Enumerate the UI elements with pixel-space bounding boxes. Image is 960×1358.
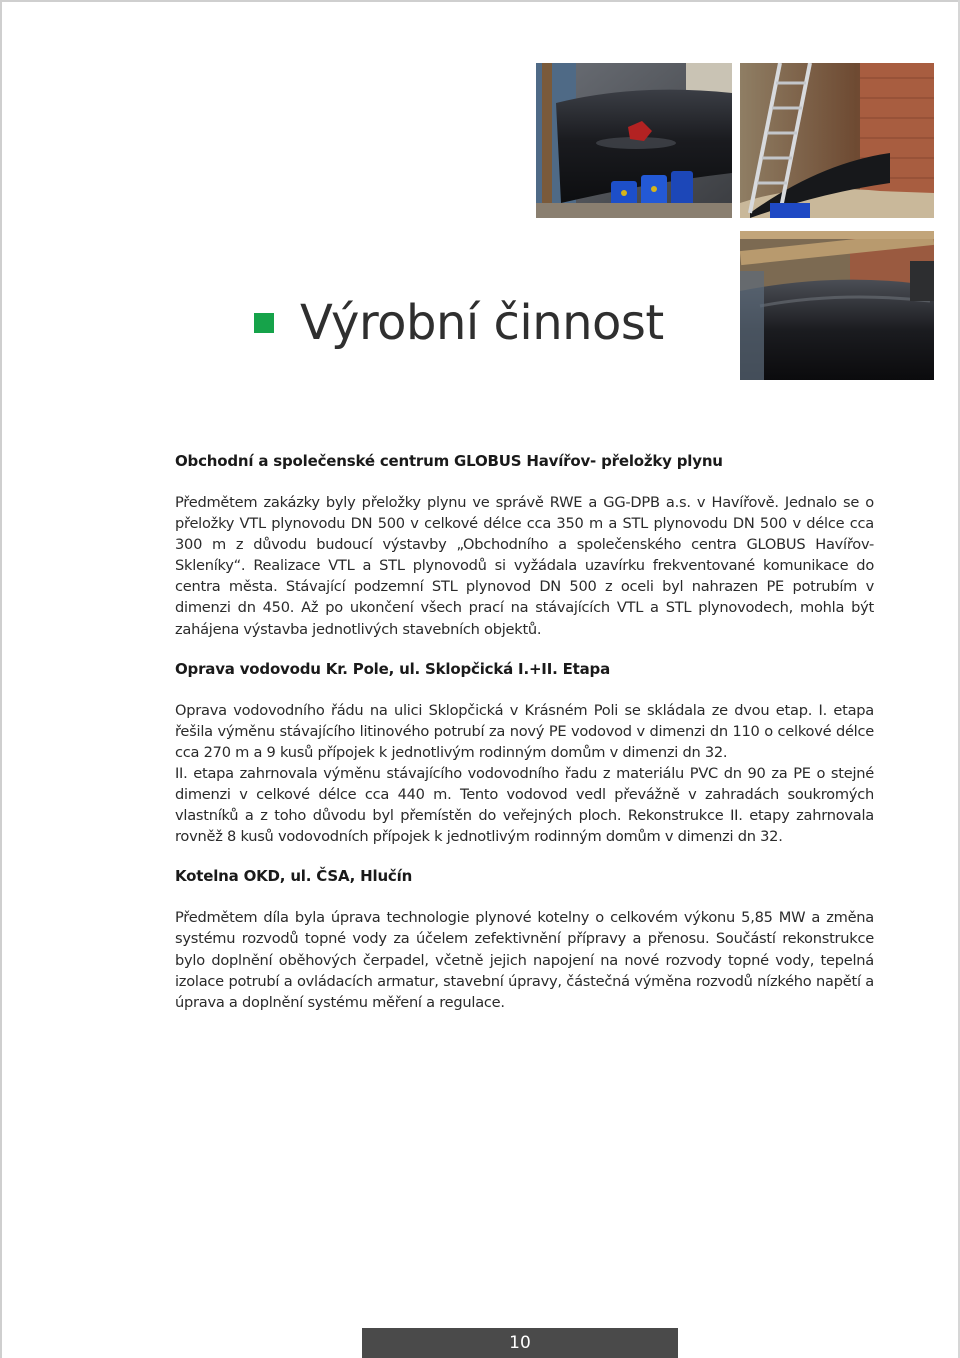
page-title: Výrobní činnost [300, 295, 664, 351]
section-body [175, 907, 874, 1012]
section-body [175, 492, 874, 640]
section-paragraph: II. etapa zahrnovala výměnu stávajícího vodovodního řadu z materiálu PVC dn 90 za PE o stejné dimenzi v celkové délce cca 440 m. Tento vodovod vedl převážně v zahradách soukromých vlastníků a z toho důvodu byl přemístěn do veřejných ploch. Rekonstrukce II. etapy zahrnovala rovněž 8 kusů vodovodních přípojek k jednotlivým rodinným domům v dimenzi dn 32. [175, 764, 874, 846]
page-title-block [254, 288, 664, 358]
page-border-left [0, 0, 2, 1358]
ladder-trench-photo [740, 63, 934, 218]
article-content [175, 452, 874, 1033]
section-body [175, 700, 874, 848]
page-footer-bar [362, 1328, 678, 1358]
section-paragraph: Předmětem díla byla úprava technologie plynové kotelny o celkovém výkonu 5,85 MW a změna systému rozvodů topné vody za účelem zefektivnění přípravy a přenosu. Součástí rekonstrukce bylo doplnění oběhových čerpadel, včetně jejich napojení na nové rozvody topné vody, tepelná izolace potrubí a ovládacích armatur, stavební úpravy, částečná výměna rozvodů nízkého napětí a úprava a doplnění systému měření a regulace. [175, 909, 874, 1011]
section-globus-gas [175, 452, 874, 640]
green-square-bullet-icon [254, 313, 274, 333]
page-border-top [0, 0, 960, 2]
black-pipe-photo [740, 231, 934, 380]
section-heading: Kotelna OKD, ul. ČSA, Hlučín [175, 867, 413, 886]
section-paragraph: Předmětem zakázky byly přeložky plynu ve správě RWE a GG-DPB a.s. v Havířově. Jednalo se o přeložky VTL plynovodu DN 500 v celkové délce cca 350 m a STL plynovodu DN 500 v délce cca 300 m z důvodu budoucí výstavby „Obchodního a společenského centra GLOBUS Havířov-Skleníky“. Realizace VTL a STL plynovodů si vyžádala uzavírku frekventované komunikace do centra města. Stávající podzemní STL plynovod DN 500 z oceli byl nahrazen PE potrubím v dimenzi dn 450. Až po ukončení všech prací na stávajících VTL a STL plynovodech, mohla být zahájena výstavba jednotlivých stavebních objektů. [175, 494, 874, 638]
page-number: 10 [509, 1333, 531, 1353]
section-water-repair [175, 660, 874, 848]
section-heading: Oprava vodovodu Kr. Pole, ul. Sklopčická I.+II. Etapa [175, 659, 610, 678]
pipeline-trench-photo [536, 63, 732, 218]
section-heading: Obchodní a společenské centrum GLOBUS Havířov- přeložky plynu [175, 452, 723, 470]
section-paragraph: Oprava vodovodního řádu na ulici Sklopčická v Krásném Poli se skládala ze dvou etap. I. etapa řešila výměnu stávajícího litinového potrubí za nový PE vodovod v dimenzi dn 110 o celkové délce cca 270 m a 9 kusů přípojek k jednotlivým rodinným domům v dimenzi dn 32. [175, 701, 874, 761]
section-boiler-room [175, 867, 874, 1012]
